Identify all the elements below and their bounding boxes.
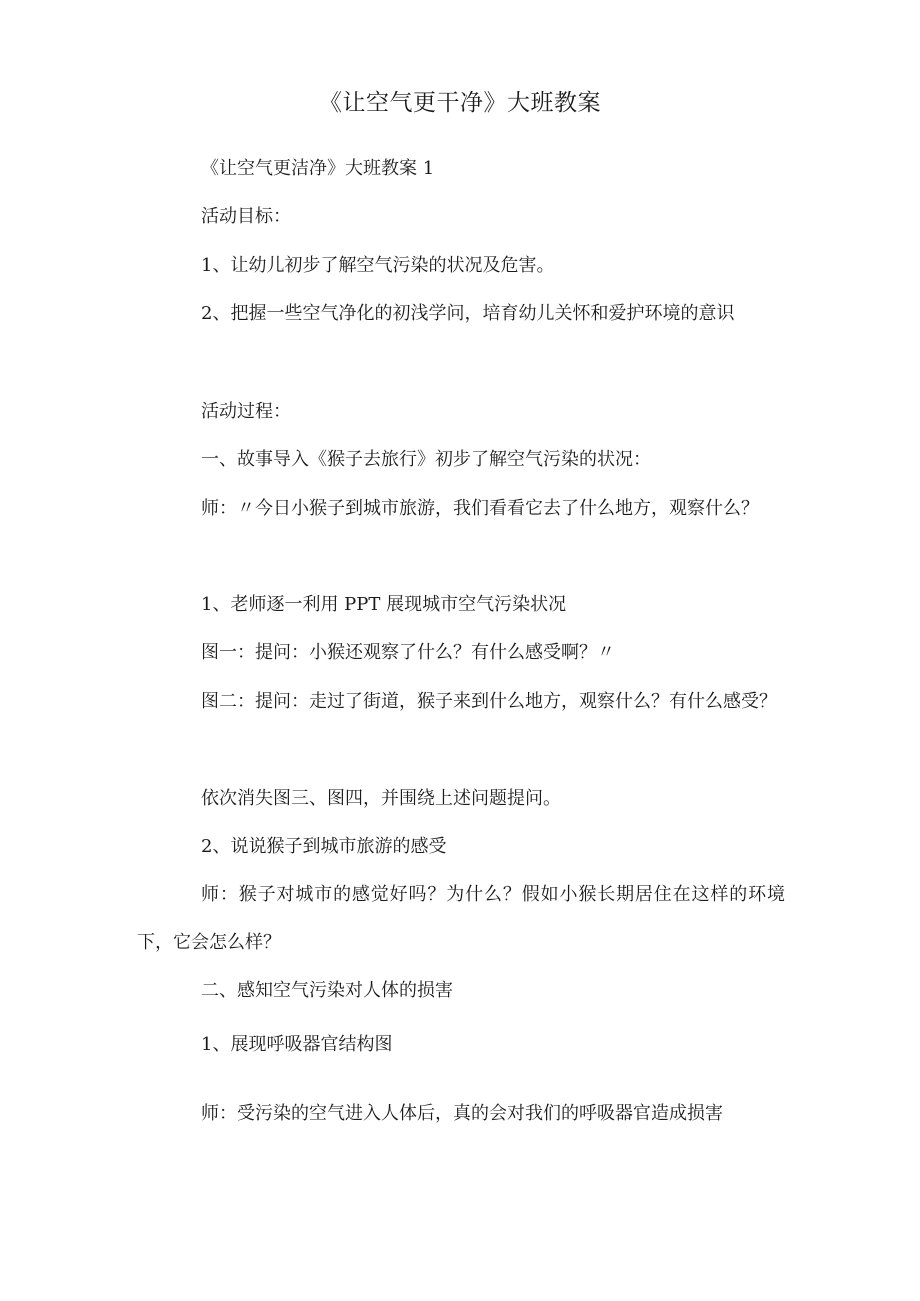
paragraph-step-1: 1、老师逐一利用 PPT 展现城市空气污染状况: [201, 594, 567, 615]
paragraph-teacher-2: 师：猴子对城市的感觉好吗？为什么？假如小猴长期居住在这样的环境下，它会怎么样？: [137, 884, 785, 953]
paragraph-section-1: 一、故事导入《猴子去旅行》初步了解空气污染的状况：: [201, 449, 651, 470]
paragraph-figure-2: 图二：提问：走过了街道，猴子来到什么地方，观察什么？有什么感受？: [201, 691, 777, 712]
paragraph-teacher-1: 师：〃今日小猴子到城市旅游，我们看看它去了什么地方，观察什么？: [201, 498, 759, 519]
paragraph-subtitle: 《让空气更洁净》大班教案 1: [201, 158, 435, 179]
paragraph-teacher-3: 师：受污染的空气进入人体后，真的会对我们的呼吸器官造成损害: [201, 1103, 723, 1124]
paragraph-goals-heading: 活动目标：: [201, 206, 291, 227]
document-title: 《让空气更干净》大班教案: [319, 90, 601, 116]
paragraph-goal-1: 1、让幼儿初步了解空气污染的状况及危害。: [201, 255, 555, 276]
paragraph-goal-2: 2、把握一些空气净化的初浅学问，培育幼儿关怀和爱护环境的意识: [201, 303, 735, 324]
paragraph-section-2: 二、感知空气污染对人体的损害: [201, 980, 453, 1001]
paragraph-process-heading: 活动过程：: [201, 401, 291, 422]
paragraph-figure-1: 图一：提问：小猴还观察了什么？有什么感受啊？〃: [201, 642, 615, 663]
paragraph-figures-3-4: 依次消失图三、图四，并围绕上述问题提问。: [201, 788, 561, 809]
paragraph-step-2: 2、说说猴子到城市旅游的感受: [201, 836, 447, 857]
paragraph-step-3: 1、展现呼吸器官结构图: [201, 1034, 393, 1055]
